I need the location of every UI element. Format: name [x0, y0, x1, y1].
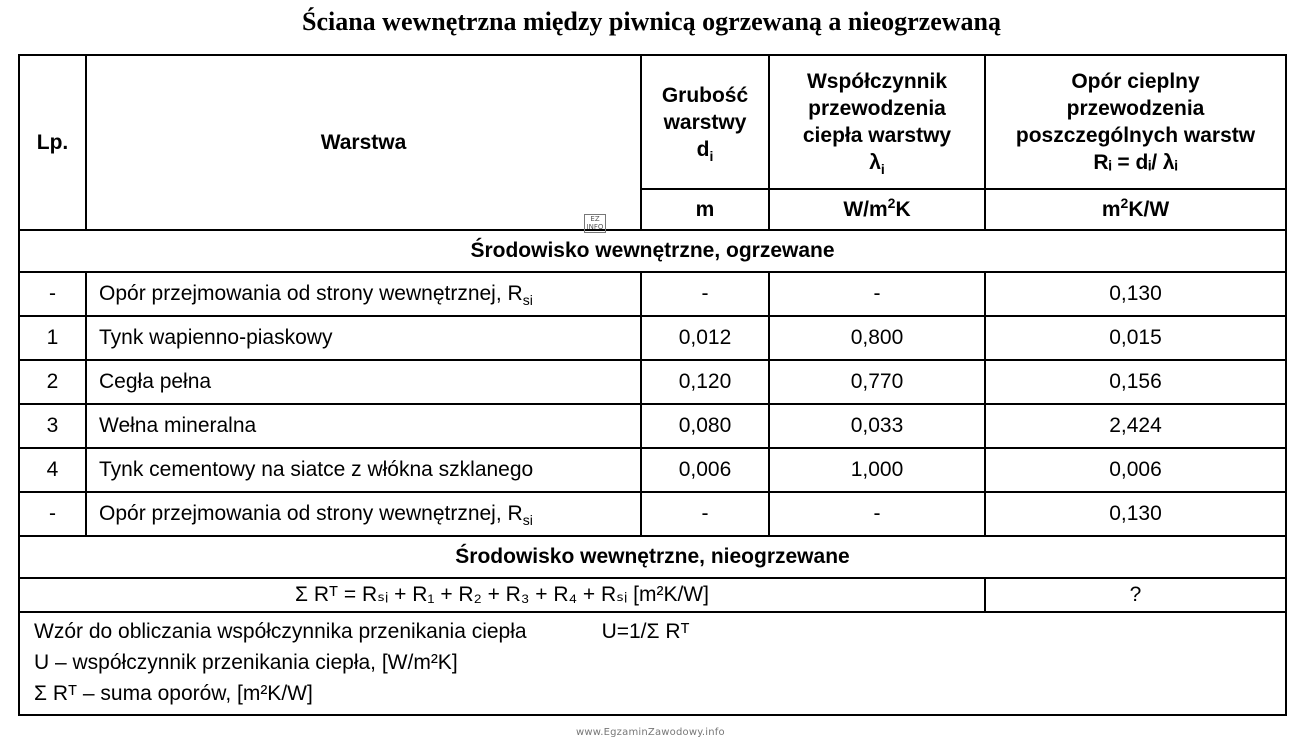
footer-u-formula: U=1/Σ Rᵀ [601, 620, 690, 643]
row-warstwa: Wełna mineralna [86, 404, 641, 448]
sum-formula: Σ Rᵀ = Rₛᵢ + R₁ + R₂ + R₃ + R₄ + Rₛᵢ [m²K/W] [19, 578, 985, 612]
watermark: www.EgzaminZawodowy.info [576, 727, 725, 738]
header-grubosc-line2: warstwy [663, 110, 747, 134]
header-grubosc-line1: Grubość [661, 83, 749, 107]
header-opor [985, 55, 1286, 189]
footer-line3: Σ Rᵀ – suma oporów, [m²K/W] [34, 682, 313, 705]
row-lambda: 0,033 [769, 404, 985, 448]
row-lp: 4 [19, 448, 86, 492]
row-r: 0,006 [985, 448, 1286, 492]
footer-row [19, 612, 1286, 715]
header-wspolczynnik-symbol [776, 149, 978, 176]
row-warstwa [86, 492, 641, 536]
row-lp: - [19, 272, 86, 316]
header-warstwa [86, 55, 641, 230]
table-row [19, 272, 1286, 316]
header-opor-formula: Rᵢ = dᵢ/ λᵢ [1093, 151, 1178, 174]
row-r: 0,130 [985, 272, 1286, 316]
row-r: 0,130 [985, 492, 1286, 536]
row-lp: - [19, 492, 86, 536]
footer-line1-text: Wzór do obliczania współczynnika przenikania ciepła [34, 620, 527, 643]
header-lambda: λ [869, 151, 881, 174]
row-lp: 2 [19, 360, 86, 404]
section-unheated-row [19, 536, 1286, 578]
header-opor-line2: przewodzenia [1066, 97, 1205, 120]
row-warstwa-text: Opór przejmowania od strony wewnętrznej, R [99, 502, 523, 525]
unit-wspolczynnik-sup: 2 [887, 194, 896, 211]
header-grubosc-symbol [648, 136, 762, 163]
unit-opor [985, 189, 1286, 230]
thermal-resistance-table [18, 54, 1287, 716]
section-heated: Środowisko wewnętrzne, ogrzewane [19, 230, 1286, 272]
row-warstwa: Tynk cementowy na siatce z włókna szklanego [86, 448, 641, 492]
unit-grubosc: m [641, 189, 769, 230]
header-grubosc [641, 55, 769, 189]
header-grubosc-d: d [696, 137, 710, 161]
row-d: 0,120 [641, 360, 769, 404]
row-r: 2,424 [985, 404, 1286, 448]
unit-wspolczynnik-base: W/m [843, 197, 888, 221]
unit-opor-tail: K/W [1128, 197, 1170, 221]
row-warstwa: Tynk wapienno-piaskowy [86, 316, 641, 360]
row-lambda: - [769, 272, 985, 316]
sum-row [19, 578, 1286, 612]
header-opor-line3: poszczególnych warstw [1015, 124, 1256, 147]
header-lambda-sub: i [880, 161, 885, 178]
row-lambda: 0,800 [769, 316, 985, 360]
section-heated-row [19, 230, 1286, 272]
row-d: 0,006 [641, 448, 769, 492]
row-r: 0,156 [985, 360, 1286, 404]
unit-wspolczynnik [769, 189, 985, 230]
unit-opor-base: m [1101, 197, 1121, 221]
table-row [19, 448, 1286, 492]
row-lambda: 0,770 [769, 360, 985, 404]
row-lp: 3 [19, 404, 86, 448]
unit-wspolczynnik-tail: K [895, 197, 911, 221]
row-lambda: 1,000 [769, 448, 985, 492]
footer-line1 [26, 616, 1279, 647]
header-grubosc-sub: i [709, 147, 714, 164]
row-d: 0,080 [641, 404, 769, 448]
row-warstwa: Cegła pełna [86, 360, 641, 404]
header-lp: Lp. [19, 55, 86, 230]
header-wspolczynnik [769, 55, 985, 189]
row-warstwa-sub: si [522, 512, 533, 529]
sum-value: ? [985, 578, 1286, 612]
page-title: Ściana wewnętrzna między piwnicą ogrzewaną a nieogrzewaną [301, 7, 1002, 36]
section-unheated: Środowisko wewnętrzne, nieogrzewane [19, 536, 1286, 578]
header-wspolczynnik-line3: ciepła warstwy [802, 124, 952, 147]
footer-line2: U – współczynnik przenikania ciepła, [W/m²K] [34, 651, 458, 674]
ezinfo-stamp: EZ INFO [584, 214, 606, 233]
row-d: - [641, 492, 769, 536]
row-lambda: - [769, 492, 985, 536]
table-row [19, 316, 1286, 360]
row-d: 0,012 [641, 316, 769, 360]
table-row [19, 360, 1286, 404]
header-wspolczynnik-line2: przewodzenia [808, 97, 946, 120]
row-lp: 1 [19, 316, 86, 360]
header-wspolczynnik-line1: Współczynnik [806, 70, 948, 93]
table-row [19, 492, 1286, 536]
row-r: 0,015 [985, 316, 1286, 360]
row-warstwa-text: Opór przejmowania od strony wewnętrznej, R [99, 282, 523, 305]
header-opor-line1: Opór cieplny [1071, 70, 1200, 93]
row-warstwa-sub: si [522, 292, 533, 309]
row-d: - [641, 272, 769, 316]
table-row [19, 404, 1286, 448]
header-row [19, 55, 1286, 189]
unit-opor-sup: 2 [1120, 194, 1129, 211]
row-warstwa [86, 272, 641, 316]
header-warstwa-label: Warstwa [320, 130, 407, 154]
footer-cell [19, 612, 1286, 715]
